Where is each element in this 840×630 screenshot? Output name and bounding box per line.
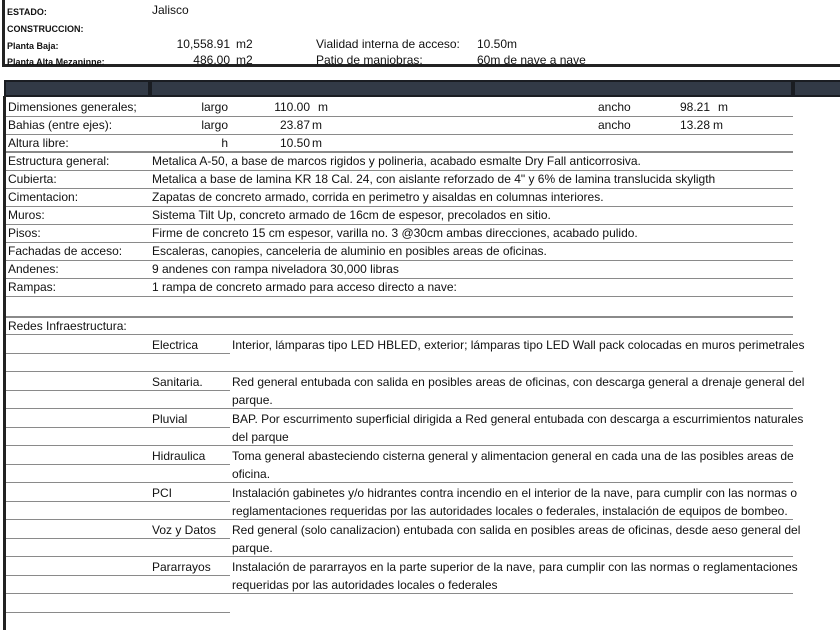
table-header-cell-3 [793,80,840,97]
infra-name: Electrica [152,338,199,352]
infra-name: Hidraulica [152,449,206,463]
dim-label: ancho [598,100,631,114]
planta-baja-value: 10,558.91 [176,37,230,51]
table-header-cell-2 [150,80,793,97]
infra-name: Pararrayos [152,560,211,574]
dim-unit: m [713,118,723,132]
dim-label: h [221,136,228,150]
dim-value: 23.87 [279,118,310,132]
dim-value: 13.28 [680,118,711,132]
row-divider [6,134,793,135]
infra-desc-line1: Red general (solo canalizacion) entubada con salida en posibles areas de oficinas, desde aeso general del [232,523,801,537]
row-divider [6,445,793,446]
row-label: Dimensiones generales; [8,100,137,114]
row-divider [6,519,793,520]
table-header-cell-1 [4,80,150,97]
spec-label: Cimentacion: [8,190,79,204]
row-divider [6,242,793,243]
planta-alta-unit: m2 [236,53,253,67]
row-divider [6,575,230,576]
row-divider [6,464,230,465]
row-divider [6,353,230,354]
row-divider [6,538,230,539]
spec-value: Metalica A-50, a base de marcos rigidos y polineria, acabado esmalte Dry Fall anticorrosiva. [152,154,641,168]
infra-desc-line2: reglamentaciones requeridas por las autoridades locales o federales, instalación de equipos de bombeo. [232,504,788,518]
infra-desc-line2: parque. [232,393,273,407]
row-label: Altura libre: [8,136,69,150]
infra-desc-line1: Instalación de pararrayos en la parte superior de la nave, para cumplir con las normas o reglamentaciones [232,560,798,574]
dim-label: largo [201,118,228,132]
row-divider [6,188,793,189]
row-divider [6,371,793,372]
patio-value: 60m de nave a nave [477,53,586,67]
row-divider [6,224,793,225]
infra-name: Voz y Datos [152,523,217,537]
planta-alta-value: 486.00 [193,53,230,67]
dim-label: largo [201,100,228,114]
spec-label: Andenes: [8,262,59,276]
infra-desc-line2: parque. [232,541,273,555]
row-divider [6,612,230,613]
spec-label: Pisos: [8,226,41,240]
infra-desc-line1: Interior, lámparas tipo LED HBLED, exterior; lámparas tipo LED Wall pack colocadas en muros perimetrales [232,338,805,352]
spec-label: Fachadas de acceso: [8,244,123,258]
infra-desc-line2: oficina. [232,467,271,481]
dim-unit: m [312,136,322,150]
spec-value: 1 rampa de concreto armado para acceso directo a nave: [152,280,457,294]
infra-desc-line2: requeridas por las autoridades locales o federales [232,578,498,592]
row-divider [6,316,793,318]
infra-desc-line2: del parque [232,430,289,444]
planta-alta-label: Planta Alta Mezaninne: [7,57,105,67]
row-divider [6,116,793,117]
row-divider [6,170,793,171]
spec-value: Escaleras, canopies, canceleria de aluminio en posibles areas de oficinas. [152,244,547,258]
row-divider [6,556,793,557]
row-divider [6,501,230,502]
estado-value: Jalisco [152,3,189,17]
infra-name: PCI [152,486,173,500]
estado-label: ESTADO: [7,7,47,17]
dim-value: 98.21 [680,100,711,114]
row-divider [6,296,793,297]
infra-desc-line1: Toma general abasteciendo cisterna general y alimentacion general en cada una de las posibles areas de [232,449,794,463]
dim-unit: m [718,100,728,114]
row-divider [6,427,230,428]
dim-unit: m [312,118,322,132]
row-divider [6,260,793,261]
dim-value: 10.50 [279,136,310,150]
construccion-label: CONSTRUCCION: [7,24,84,34]
row-divider [6,593,793,594]
infra-desc-line1: Red general entubada con salida en posibles areas de oficinas, con descarga general a drenaje general del [232,375,805,389]
row-divider [6,334,793,335]
row-divider [6,408,793,409]
infra-desc-line1: BAP. Por escurrimento superficial dirigida a Red general entubada con descarga a escurrimientos naturales [232,412,804,426]
patio-label: Patio de maniobras: [316,53,423,67]
row-label: Bahias (entre ejes): [8,118,113,132]
planta-baja-label: Planta Baja: [7,41,59,51]
planta-baja-unit: m2 [236,37,253,51]
spec-label: Rampas: [8,280,57,294]
row-divider [6,151,793,153]
spec-value: Firme de concreto 15 cm espesor, varilla no. 3 @30cm ambas direcciones, acabado pulido. [152,226,638,240]
spec-label: Estructura general: [8,154,110,168]
vialidad-value: 10.50m [477,37,518,51]
dim-value: 110.00 [274,100,310,114]
row-divider [6,278,793,279]
row-divider [6,206,793,207]
left-border [3,96,6,630]
row-divider [6,482,793,483]
infra-name: Pluvial [152,412,188,426]
vialidad-label: Vialidad interna de acceso: [316,37,460,51]
spec-value: Zapatas de concreto armado, corrida en perimetro y aisaldas en columnas interiores. [152,190,604,204]
spec-value: 9 andenes con rampa niveladora 30,000 libras [152,262,399,276]
dim-label: ancho [598,118,631,132]
spec-value: Sistema Tilt Up, concreto armado de 16cm de espesor, precolados en sitio. [152,208,551,222]
infra-desc-line1: Instalación gabinetes y/o hidrantes contra incendio en el interior de la nave, para cumplir con las normas o [232,486,797,500]
spec-label: Muros: [8,208,45,222]
infra-name: Sanitaria. [152,375,203,389]
dim-unit: m [318,100,328,114]
spec-label: Cubierta: [8,172,57,186]
redes-title: Redes Infraestructura: [8,319,127,333]
spec-value: Metalica a base de lamina KR 18 Cal. 24, con aislante reforzado de 4" y 6% de lamina translucida skyligth [152,172,716,186]
row-divider [6,390,230,391]
